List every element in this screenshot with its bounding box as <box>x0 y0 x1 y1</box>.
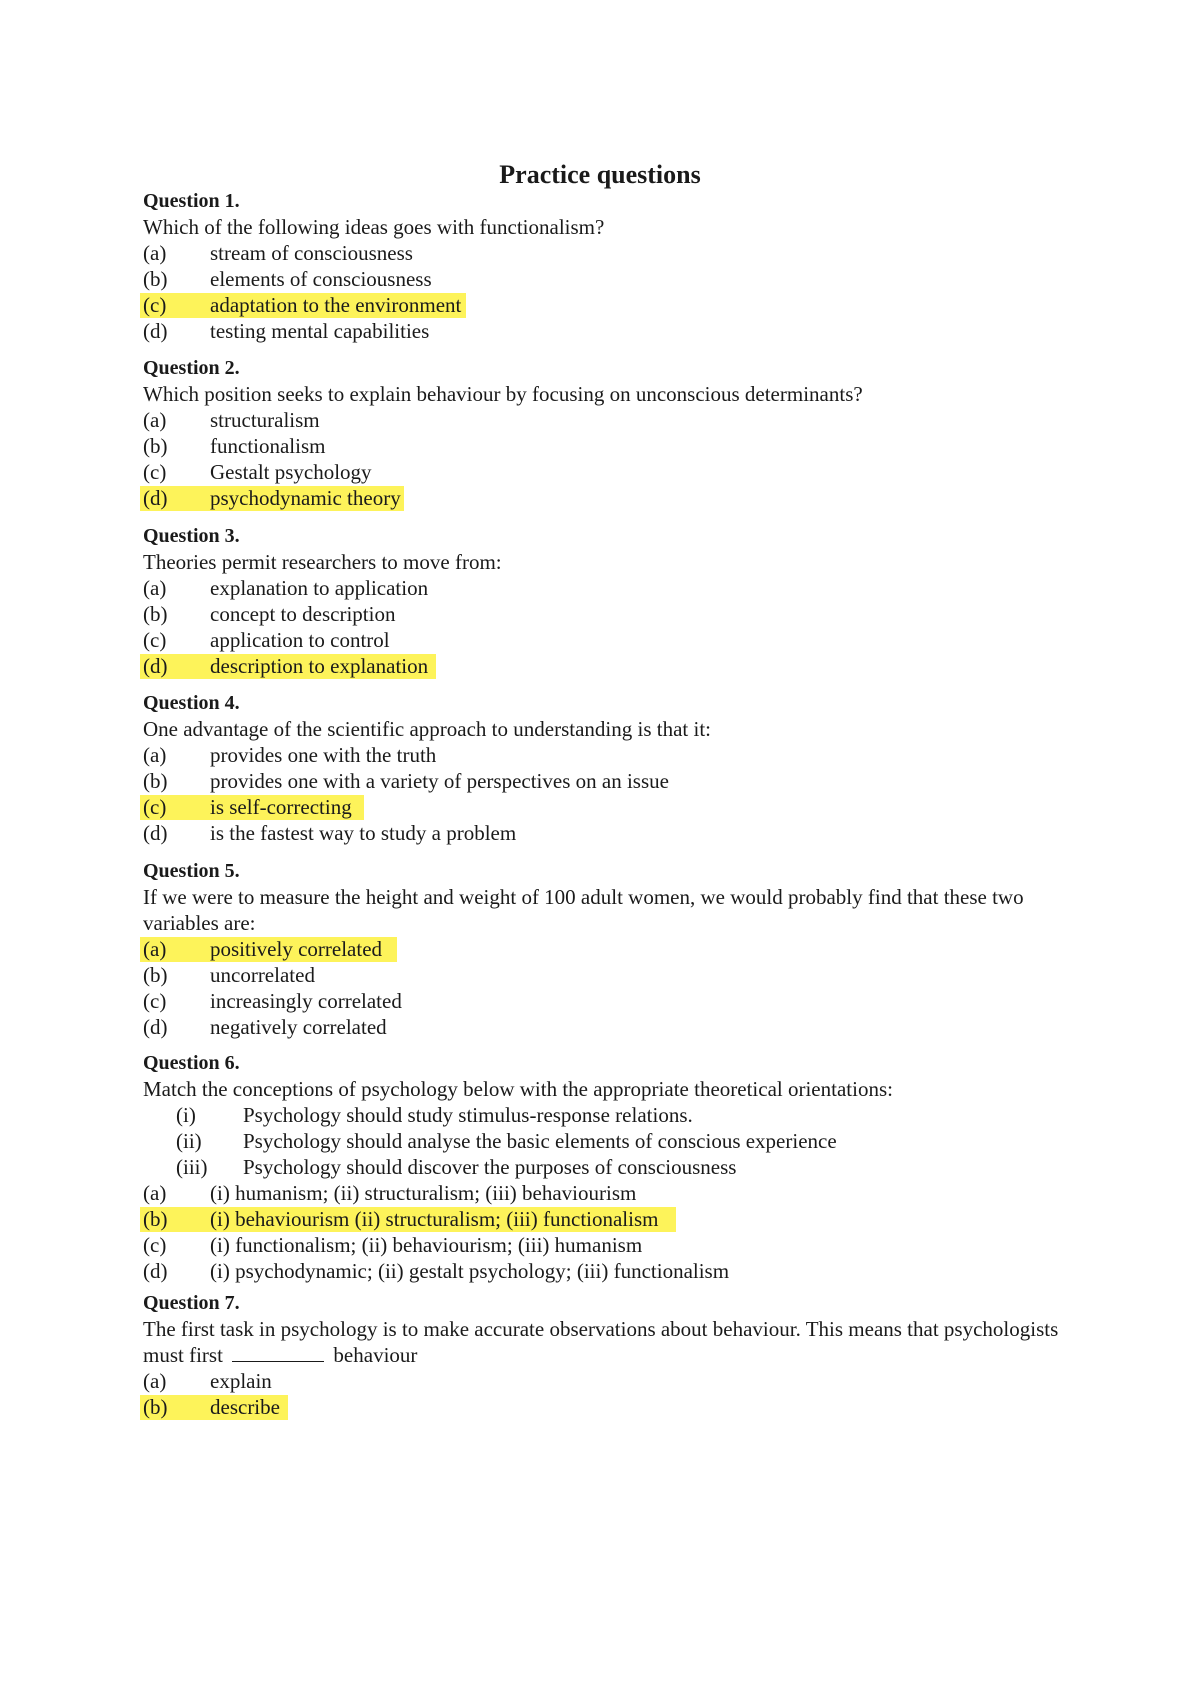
option-letter: (c) <box>143 989 167 1013</box>
question-heading: Question 2. <box>143 357 240 379</box>
question-heading: Question 1. <box>143 190 240 212</box>
option-letter: (a) <box>143 241 167 265</box>
question-heading: Question 3. <box>143 525 240 547</box>
option-letter: (b) <box>143 769 168 793</box>
question-text: The first task in psychology is to make accurate observations about behaviour. This means that psychologists must first behaviour <box>143 1317 1059 1367</box>
option-letter: (b) <box>143 1207 168 1231</box>
question-block <box>143 188 1063 344</box>
match-item-numeral: (iii) <box>176 1155 208 1179</box>
option-letter: (b) <box>143 434 168 458</box>
match-item-text: Psychology should analyse the basic elements of conscious experience <box>243 1129 837 1153</box>
question-block <box>143 355 1063 511</box>
question-text: If we were to measure the height and weight of 100 adult women, we would probably find that these two variables are: <box>143 885 1024 935</box>
option-text: functionalism <box>210 434 326 458</box>
match-item-text: Psychology should study stimulus-response relations. <box>243 1103 693 1127</box>
option-letter: (a) <box>143 1181 167 1205</box>
option-letter: (a) <box>143 937 167 961</box>
option-letter: (c) <box>143 293 167 317</box>
option-letter: (d) <box>143 654 168 678</box>
option-text: elements of consciousness <box>210 267 432 291</box>
answer-option <box>143 318 1063 344</box>
option-letter: (d) <box>143 1259 168 1283</box>
answer-option-highlighted <box>143 936 1063 962</box>
answer-option-highlighted <box>143 1206 1063 1232</box>
option-text: provides one with the truth <box>210 743 437 767</box>
answer-option-highlighted <box>143 1394 1063 1420</box>
answer-option-highlighted <box>143 292 1063 318</box>
answer-option <box>143 1258 1063 1284</box>
option-text: (i) psychodynamic; (ii) gestalt psychology; (iii) functionalism <box>210 1259 730 1283</box>
option-text: increasingly correlated <box>210 989 402 1013</box>
answer-option <box>143 240 1063 266</box>
answer-option-highlighted <box>143 794 1063 820</box>
match-item-numeral: (i) <box>176 1103 196 1127</box>
answer-option <box>143 266 1063 292</box>
option-text: psychodynamic theory <box>210 486 401 510</box>
answer-option <box>143 601 1063 627</box>
option-letter: (d) <box>143 319 168 343</box>
page-title: Practice questions <box>499 160 701 189</box>
question-text: Theories permit researchers to move from: <box>143 550 502 574</box>
option-letter: (c) <box>143 795 167 819</box>
answer-option <box>143 820 1063 846</box>
option-text: negatively correlated <box>210 1015 387 1039</box>
option-letter: (c) <box>143 628 167 652</box>
option-letter: (b) <box>143 602 168 626</box>
answer-option <box>143 433 1063 459</box>
option-text: uncorrelated <box>210 963 315 987</box>
question-text: Which of the following ideas goes with functionalism? <box>143 215 605 239</box>
answer-option <box>143 1014 1063 1040</box>
question-heading: Question 6. <box>143 1052 240 1074</box>
answer-option-highlighted <box>143 485 1063 511</box>
option-text: concept to description <box>210 602 396 626</box>
option-letter: (d) <box>143 821 168 845</box>
option-letter: (d) <box>143 486 168 510</box>
option-text: (i) humanism; (ii) structuralism; (iii) behaviourism <box>210 1181 637 1205</box>
question-text: Match the conceptions of psychology below with the appropriate theoretical orientations: <box>143 1077 893 1101</box>
match-item-numeral: (ii) <box>176 1129 202 1153</box>
answer-option <box>143 1368 1063 1394</box>
question-block <box>143 1050 1063 1284</box>
match-item <box>143 1128 1063 1154</box>
answer-option <box>143 407 1063 433</box>
answer-option <box>143 627 1063 653</box>
option-text: is self-correcting <box>210 795 352 819</box>
option-letter: (a) <box>143 1369 167 1393</box>
option-text: is the fastest way to study a problem <box>210 821 517 845</box>
answer-option-highlighted <box>143 653 1063 679</box>
option-text: explain <box>210 1369 272 1393</box>
option-text: positively correlated <box>210 937 383 961</box>
answer-option <box>143 1232 1063 1258</box>
option-text: (i) functionalism; (ii) behaviourism; (iii) humanism <box>210 1233 643 1257</box>
match-item <box>143 1102 1063 1128</box>
match-item-text: Psychology should discover the purposes of consciousness <box>243 1155 737 1179</box>
option-letter: (c) <box>143 1233 167 1257</box>
question-block <box>143 858 1063 1040</box>
option-text: describe <box>210 1395 280 1419</box>
question-block <box>143 690 1063 846</box>
option-text: testing mental capabilities <box>210 319 430 343</box>
option-text: explanation to application <box>210 576 429 600</box>
question-text: Which position seeks to explain behaviour by focusing on unconscious determinants? <box>143 382 863 406</box>
match-item <box>143 1154 1063 1180</box>
answer-option <box>143 742 1063 768</box>
question-heading: Question 7. <box>143 1292 240 1314</box>
answer-option <box>143 575 1063 601</box>
question-block <box>143 1290 1063 1420</box>
option-letter: (a) <box>143 576 167 600</box>
question-text: One advantage of the scientific approach to understanding is that it: <box>143 717 711 741</box>
answer-option <box>143 459 1063 485</box>
option-text: provides one with a variety of perspectives on an issue <box>210 769 669 793</box>
option-letter: (a) <box>143 408 167 432</box>
option-letter: (b) <box>143 963 168 987</box>
answer-option <box>143 768 1063 794</box>
option-text: (i) behaviourism (ii) structuralism; (iii) functionalism <box>210 1207 659 1231</box>
answer-option <box>143 1180 1063 1206</box>
option-text: adaptation to the environment <box>210 293 462 317</box>
question-heading: Question 4. <box>143 692 240 714</box>
answer-option <box>143 962 1063 988</box>
option-text: description to explanation <box>210 654 429 678</box>
option-text: Gestalt psychology <box>210 460 372 484</box>
option-letter: (b) <box>143 1395 168 1419</box>
option-letter: (d) <box>143 1015 168 1039</box>
question-block <box>143 523 1063 679</box>
option-text: application to control <box>210 628 390 652</box>
question-heading: Question 5. <box>143 860 240 882</box>
option-letter: (b) <box>143 267 168 291</box>
option-letter: (c) <box>143 460 167 484</box>
option-text: stream of consciousness <box>210 241 413 265</box>
answer-blank <box>232 1343 324 1362</box>
answer-option <box>143 988 1063 1014</box>
option-letter: (a) <box>143 743 167 767</box>
option-text: structuralism <box>210 408 320 432</box>
